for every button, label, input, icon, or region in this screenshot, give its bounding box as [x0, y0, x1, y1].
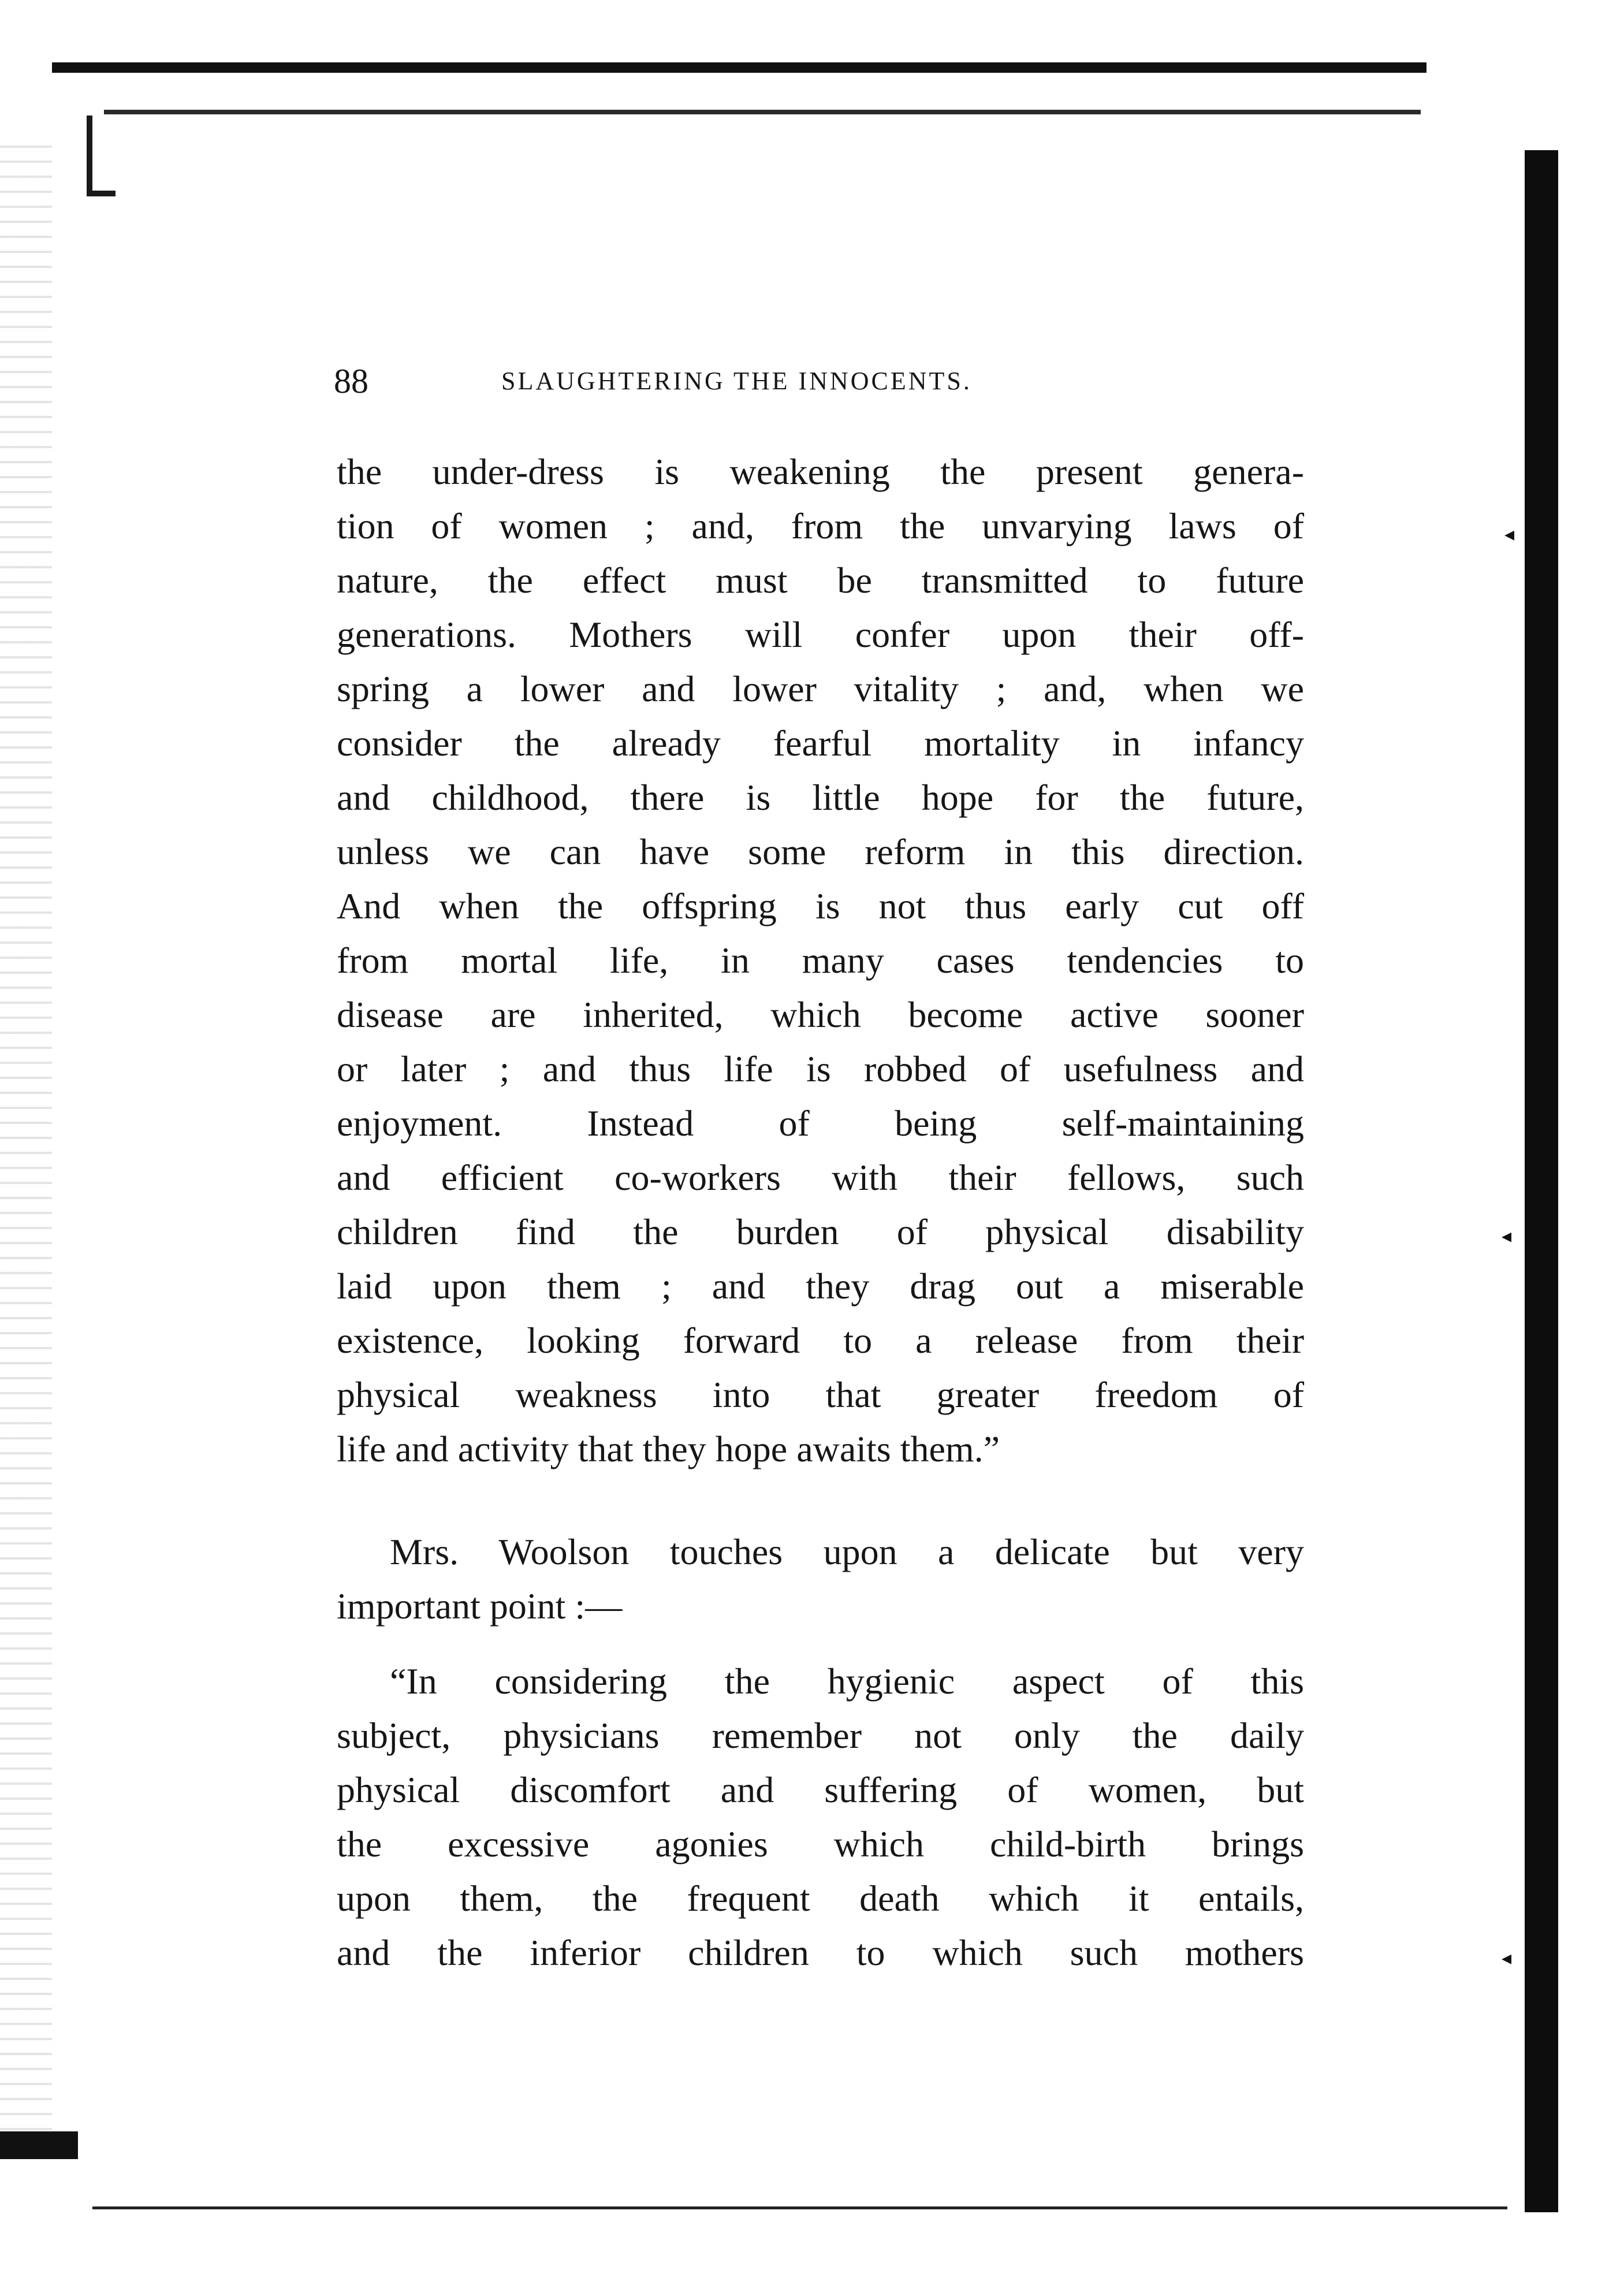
scan-rule-bottom [92, 2206, 1507, 2209]
text-line: physical weakness into that greater freedom of [337, 1374, 1304, 1415]
scan-left-block [0, 2131, 78, 2159]
text-line: physical discomfort and suffering of women, but [337, 1769, 1304, 1810]
page-body [337, 445, 1304, 1980]
text-line: “In considering the hygienic aspect of this [390, 1661, 1304, 1702]
text-line: the excessive agonies which child-birth brings [337, 1824, 1304, 1865]
text-line: upon them, the frequent death which it entails, [337, 1878, 1304, 1919]
text-line: or later ; and thus life is robbed of usefulness and [337, 1048, 1304, 1089]
text-line: children find the burden of physical disability [337, 1211, 1304, 1252]
text-line: important point :— [337, 1586, 623, 1627]
paragraph-quote-continuation [337, 445, 1304, 1476]
page-number: 88 [334, 362, 368, 400]
text-line: disease are inherited, which become active sooner [337, 994, 1304, 1035]
text-line: And when the offspring is not thus early cut off [337, 885, 1304, 926]
text-line: generations. Mothers will confer upon their off- [337, 614, 1304, 655]
scan-rule-top-inner [104, 110, 1421, 114]
text-line: consider the already fearful mortality in infancy [337, 723, 1304, 764]
scan-corner-mark [87, 116, 116, 196]
text-line: Mrs. Woolson touches upon a delicate but very [390, 1531, 1304, 1572]
text-line: the under-dress is weakening the present genera- [337, 451, 1304, 492]
paragraph-woolson-intro [337, 1525, 1304, 1633]
margin-mark-1: ◂ [1504, 524, 1515, 545]
scan-binding-bar [1525, 150, 1558, 2212]
margin-mark-3: ◂ [1502, 1948, 1512, 1969]
text-line: spring a lower and lower vitality ; and, when we [337, 668, 1304, 709]
text-line: tion of women ; and, from the unvarying laws of [337, 505, 1304, 546]
margin-mark-2: ◂ [1502, 1226, 1512, 1247]
text-line: enjoyment. Instead of being self-maintaining [337, 1103, 1304, 1144]
text-line: nature, the effect must be transmitted to future [337, 560, 1304, 601]
text-line: and efficient co-workers with their fellows, such [337, 1157, 1304, 1198]
page-header [334, 358, 1316, 404]
scan-left-edge [0, 133, 52, 2154]
text-line: and the inferior children to which such mothers [337, 1932, 1304, 1973]
text-line: existence, looking forward to a release from their [337, 1320, 1304, 1361]
paragraph-gap [337, 1476, 1304, 1525]
text-line: laid upon them ; and they drag out a miserable [337, 1266, 1304, 1307]
text-line: subject, physicians remember not only the daily [337, 1715, 1304, 1756]
scan-rule-top [52, 62, 1427, 73]
running-head: SLAUGHTERING THE INNOCENTS. [501, 367, 972, 395]
text-line: from mortal life, in many cases tendencies to [337, 940, 1304, 981]
text-line: unless we can have some reform in this direction. [337, 831, 1304, 872]
text-line: life and activity that they hope awaits them.” [337, 1428, 1000, 1469]
paragraph-woolson-quote [337, 1654, 1304, 1980]
paragraph-gap [337, 1633, 1304, 1654]
text-line: and childhood, there is little hope for the future, [337, 777, 1304, 818]
